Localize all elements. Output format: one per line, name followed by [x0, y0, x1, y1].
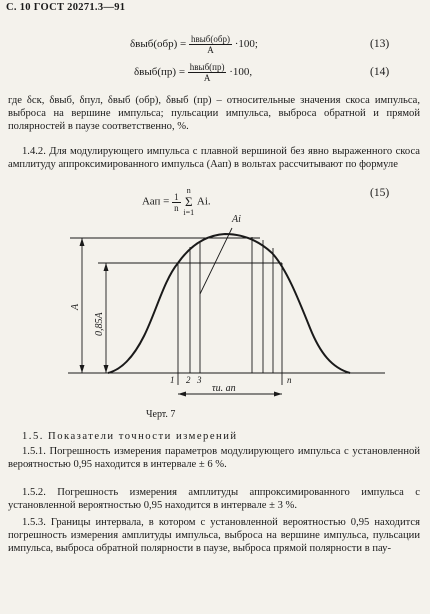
formula-14-fraction — [188, 62, 227, 83]
formula-15-frac-denominator: n — [174, 202, 179, 213]
formula-15-right: Ai. — [196, 195, 211, 208]
formula-14-left: δвыб(пр) = — [134, 66, 188, 79]
figure-label-ai: Ai — [232, 214, 241, 225]
formula-14-number: (14) — [370, 66, 390, 78]
figure-tick-n: n — [287, 375, 292, 385]
formula-14-denominator: A — [203, 73, 211, 83]
formula-13-fraction — [189, 34, 232, 55]
paragraph-1-5-2: 1.5.2. Погрешность измерения амплитуды аппроксимированного импульса с установленной вероятностью 0,95 находится в интервале ± 3 %. — [8, 487, 420, 512]
formula-13-number: (13) — [370, 38, 390, 50]
figure-tau-arrow-right — [274, 392, 282, 397]
formula-15-sum-top: n — [186, 186, 191, 195]
formula-15-sum-sign: Σ — [184, 194, 193, 209]
formula-15-frac-numerator: 1 — [174, 191, 179, 202]
figure-085a-arrow-top — [104, 263, 109, 271]
paragraph-definitions: где δск, δвыб, δпул, δвыб (обр), δвыб (пр) – относительные значения скоса импульса, выброса на вершине импульса; пульсации импульса, выброса обратной и прямой полярностей в паузе соответственно, %. — [8, 95, 420, 133]
section-title-text: 1.5. Показатели точности измерений — [22, 431, 238, 442]
figure-pulse-curve — [108, 234, 350, 373]
formula-13-denominator: A — [207, 45, 214, 55]
formula-15-number: (15) — [370, 187, 390, 199]
section-title-1-5 — [22, 431, 238, 442]
figure-a-arrow-bottom — [80, 365, 85, 373]
formula-13-right: ·100; — [234, 38, 258, 51]
formula-13-numerator: hвыб(обр) — [191, 34, 230, 44]
paragraph-1-5-3: 1.5.3. Границы интервала, в котором с установленной вероятностью 0,95 находится погрешность измерения амплитуды импульса, выброса на вершине импульса, пульсации импульса, выброса обратной полярности в паузе, выброса прямой полярности в пау- — [8, 517, 420, 555]
figure-label-085a: 0,85A — [94, 312, 105, 336]
figure-085a-arrow-bottom — [104, 365, 109, 373]
figure-tau-arrow-left — [178, 392, 186, 397]
formula-14-right: ·100, — [229, 66, 253, 79]
formula-13-left: δвыб(обр) = — [130, 38, 189, 51]
paragraph-1-5-1: 1.5.1. Погрешность измерения параметров модулирующего импульса с установленной вероятностью 0,95 находится в интервале ± 6 %. — [8, 446, 420, 471]
figure-label-a: A — [70, 303, 81, 310]
formula-15-left: Аап = — [142, 195, 173, 208]
figure-label-tau: τи. ап — [212, 383, 236, 394]
figure-tick-2: 2 — [186, 375, 191, 385]
figure-7-pulse-diagram — [60, 208, 410, 408]
formula-13 — [130, 34, 258, 55]
formula-14-numerator: hвыб(пр) — [189, 62, 225, 72]
figure-tick-3: 3 — [197, 375, 202, 385]
figure-tick-1: 1 — [170, 375, 175, 385]
formula-15-sum-bottom: i=1 — [183, 208, 195, 217]
figure-caption: Черт. 7 — [146, 409, 176, 420]
formula-14 — [134, 62, 252, 83]
page-header: С. 10 ГОСТ 20271.3—91 — [6, 2, 126, 13]
figure-a-arrow-top — [80, 238, 85, 246]
paragraph-1-4-2: 1.4.2. Для модулирующего импульса с плавной вершиной без явно выраженного скоса амплитуду аппроксимированного импульса (Аап) в вольтах рассчитывают по формуле — [8, 146, 420, 171]
